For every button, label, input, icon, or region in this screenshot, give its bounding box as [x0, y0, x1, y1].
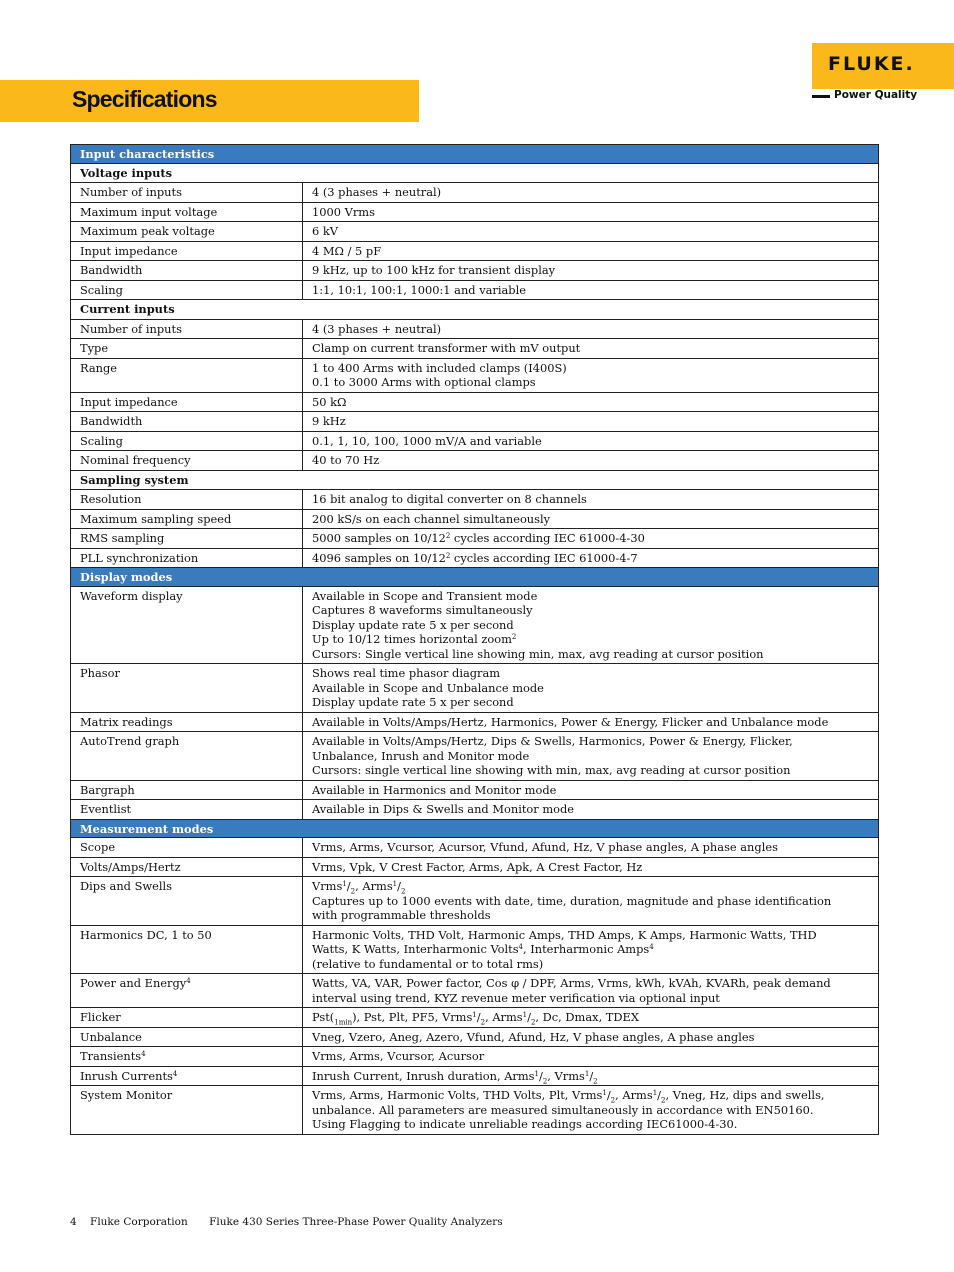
table-row: Scope Vrms, Arms, Vcursor, Acursor, Vfund, Afund, Hz, V phase angles, A phase angles	[71, 838, 879, 858]
table-row: Scaling 1:1, 10:1, 100:1, 1000:1 and variable	[71, 280, 879, 300]
page-title: Specifications	[72, 86, 217, 112]
footer-document: Fluke 430 Series Three-Phase Power Quality Analyzers	[209, 1216, 503, 1228]
logo-subtitle: Power Quality	[834, 89, 918, 101]
subsection-header: Voltage inputs	[71, 163, 879, 183]
section-header: Display modes	[71, 568, 879, 587]
table-row: Volts/Amps/Hertz Vrms, Vpk, V Crest Factor, Arms, Apk, A Crest Factor, Hz	[71, 857, 879, 877]
fraction-half: $^1/_2$	[472, 1010, 486, 1027]
table-row: Waveform display Available in Scope and Transient mode Captures 8 waveforms simultaneously Display update rate 5 x per second Up to 10/12 times horizontal zoom$^2$ Cursors: Single vertical line showing min, max, avg reading at cursor position	[71, 586, 879, 664]
table-row: System Monitor Vrms, Arms, Harmonic Volts, THD Volts, Plt, $Vrms^1/_2$, $Arms^1/_2$, Vneg, Hz, dips and swells, unbalance. All parameters are measured simultaneously in accordance with EN50160. Using Flagging to indicate unreliable readings according IEC61000-4-30.	[71, 1086, 879, 1135]
table-row: Nominal frequency 40 to 70 Hz	[71, 451, 879, 471]
table-row: Resolution 16 bit analog to digital converter on 8 channels	[71, 490, 879, 510]
fraction-half: $^1/_2$	[392, 879, 406, 896]
table-row: Flicker $Pst(_{1min})$, Pst, Plt, PF5, $Vrms^1/_2$, $Arms^1/_2$, Dc, Dmax, TDEX	[71, 1008, 879, 1028]
spec-table	[70, 144, 879, 1135]
table-row: Matrix readings Available in Volts/Amps/Hertz, Harmonics, Power & Energy, Flicker and Unbalance mode	[71, 712, 879, 732]
table-row: Bargraph Available in Harmonics and Monitor mode	[71, 780, 879, 800]
table-row: Maximum peak voltage 6 kV	[71, 222, 879, 242]
table-row: Input impedance 4 MΩ / 5 pF	[71, 241, 879, 261]
page-footer	[70, 1216, 513, 1228]
table-row: Dips and Swells $Vrms^1/_2$, $Arms^1/_2$ Captures up to 1000 events with date, time, duration, magnitude and phase identification with programmable thresholds	[71, 877, 879, 926]
table-row: RMS sampling 5000 samples on $10/12^2$ cycles according IEC 61000-4-30	[71, 529, 879, 549]
fraction-half: $^1/_2$	[602, 1088, 616, 1105]
table-row: Maximum input voltage 1000 Vrms	[71, 202, 879, 222]
table-row: Number of inputs 4 (3 phases + neutral)	[71, 319, 879, 339]
section-header: Input characteristics	[71, 145, 879, 164]
fluke-logo-text: FLUKE.	[828, 53, 915, 75]
section-header: Measurement modes	[71, 819, 879, 838]
table-row: Bandwidth 9 kHz	[71, 412, 879, 432]
fraction-half: $^1/_2$	[522, 1010, 536, 1027]
table-row: AutoTrend graph Available in Volts/Amps/Hertz, Dips & Swells, Harmonics, Power & Energy, Flicker, Unbalance, Inrush and Monitor mode Cursors: single vertical line showing with min, max, avg reading at cursor position	[71, 732, 879, 781]
page-number: 4	[70, 1216, 77, 1228]
table-row: Inrush Currents$^4$ Inrush Current, Inrush duration, $Arms^1/_2$, $Vrms^1/_2$	[71, 1066, 879, 1086]
table-row: Transients$^4$ Vrms, Arms, Vcursor, Acursor	[71, 1047, 879, 1067]
table-row: Number of inputs 4 (3 phases + neutral)	[71, 183, 879, 203]
subsection-header: Current inputs	[71, 300, 879, 320]
subsection-header: Sampling system	[71, 470, 879, 490]
table-row: Harmonics DC, 1 to 50 Harmonic Volts, THD Volt, Harmonic Amps, THD Amps, K Amps, Harmonic Watts, THD Watts, K Watts, Interharmonic Volts$^4$, Interharmonic Amps$^4$ (relative to fundamental or to total rms)	[71, 925, 879, 974]
fraction-half: $^1/_2$	[534, 1068, 548, 1085]
table-row: Input impedance 50 kΩ	[71, 392, 879, 412]
footer-company: Fluke Corporation	[90, 1216, 188, 1228]
table-row: Scaling 0.1, 1, 10, 100, 1000 mV/A and variable	[71, 431, 879, 451]
fraction-half: $^1/_2$	[652, 1088, 666, 1105]
table-row: Bandwidth 9 kHz, up to 100 kHz for transient display	[71, 261, 879, 281]
table-row: Unbalance Vneg, Vzero, Aneg, Azero, Vfund, Afund, Hz, V phase angles, A phase angles	[71, 1027, 879, 1047]
fraction-half: $^1/_2$	[342, 879, 356, 896]
logo-divider	[812, 95, 830, 98]
fraction-half: $^1/_2$	[584, 1068, 598, 1085]
table-row: Type Clamp on current transformer with mV output	[71, 339, 879, 359]
table-row: Power and Energy$^4$ Watts, VA, VAR, Power factor, Cos φ / DPF, Arms, Vrms, kWh, kVAh, KVARh, peak demand interval using trend, KYZ revenue meter verification via optional input	[71, 974, 879, 1008]
table-row: Phasor Shows real time phasor diagram Available in Scope and Unbalance mode Display update rate 5 x per second	[71, 664, 879, 713]
table-row: Range 1 to 400 Arms with included clamps (I400S) 0.1 to 3000 Arms with optional clamps	[71, 358, 879, 392]
table-row: Maximum sampling speed 200 kS/s on each channel simultaneously	[71, 509, 879, 529]
table-row: PLL synchronization 4096 samples on $10/12^2$ cycles according IEC 61000-4-7	[71, 548, 879, 568]
table-row: Eventlist Available in Dips & Swells and Monitor mode	[71, 800, 879, 820]
